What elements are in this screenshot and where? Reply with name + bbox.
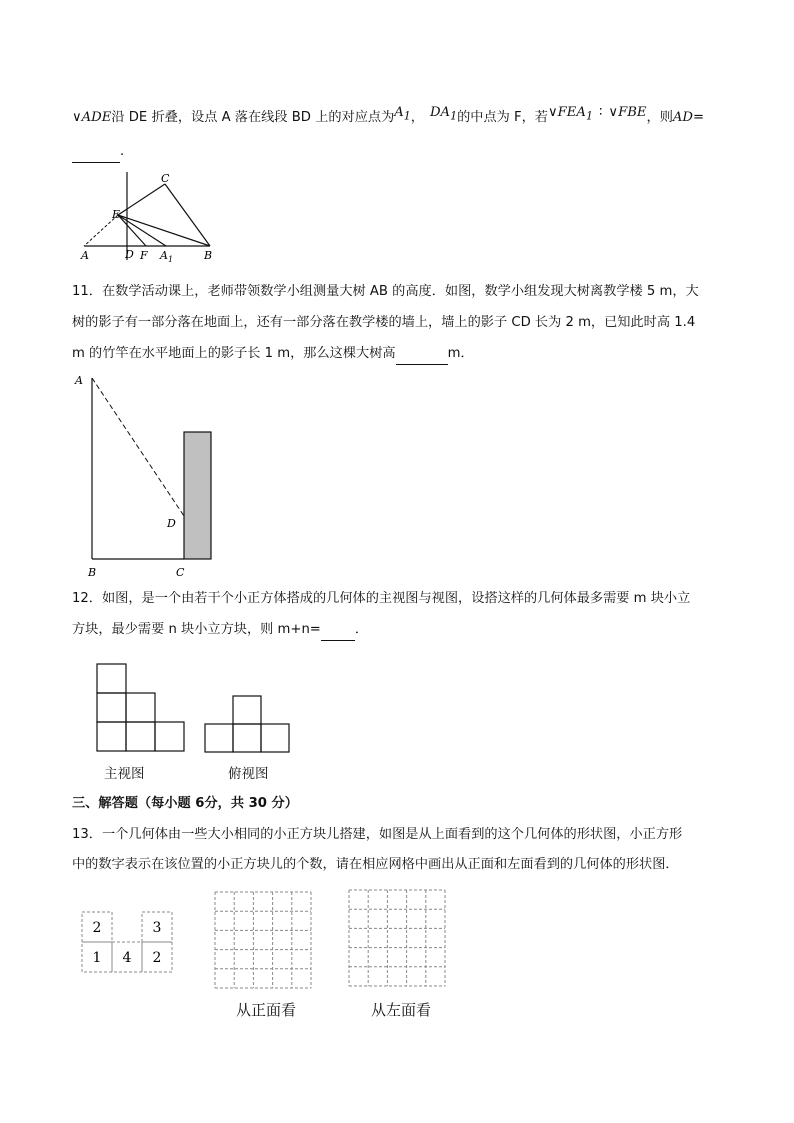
cube-square xyxy=(233,724,261,752)
cube-square xyxy=(155,722,184,751)
segment-ec xyxy=(118,184,165,215)
label-c: C xyxy=(176,566,185,579)
caption-front-view: 主视图 xyxy=(104,766,145,782)
cube-square xyxy=(97,722,126,751)
label-f: F xyxy=(140,249,148,262)
top-view-number-grid xyxy=(80,910,176,974)
math-ade: ADE xyxy=(81,110,112,125)
section-title: 三、解答题（每小题 6分，共 30 分） xyxy=(72,796,298,811)
q10-text-part: = xyxy=(693,110,705,125)
cube-square xyxy=(205,724,233,752)
label-a: A xyxy=(75,374,83,387)
top-view-figure xyxy=(204,695,292,755)
triangle-symbol: $\vee FEA_1$ xyxy=(548,105,593,123)
cell-count: 1 xyxy=(92,950,102,966)
front-view-answer-grid[interactable] xyxy=(213,890,313,990)
label-b: B xyxy=(88,566,97,579)
building-wall xyxy=(184,432,211,559)
cube-square xyxy=(261,724,289,752)
left-view-answer-grid[interactable] xyxy=(347,888,447,988)
label-c: C xyxy=(161,172,170,185)
cube-square xyxy=(97,693,126,722)
fold-triangle-figure xyxy=(70,168,230,264)
tree-shadow-figure xyxy=(70,368,230,580)
math-ad: AD xyxy=(672,110,694,125)
caption-from-left: 从左面看 xyxy=(371,1001,432,1019)
cell-count: 2 xyxy=(92,920,102,936)
q10-text-part: 沿 DE 折叠，设点 A 落在线段 BD 上的对应点为 xyxy=(111,110,395,125)
cube-square xyxy=(126,722,155,751)
label-d: D xyxy=(125,248,134,261)
q11-line-1: 11．在数学活动课上，老师带领数学小组测量大树 AB 的高度．如图，数学小组发现大树离教学楼 5 m，大 xyxy=(72,284,699,299)
q11-answer-blank[interactable] xyxy=(396,344,448,365)
label-b: B xyxy=(204,249,213,262)
q10-answer-line[interactable]: . xyxy=(72,142,124,163)
label-e: E xyxy=(112,208,121,221)
similar-symbol: ∶ xyxy=(598,105,603,120)
sun-ray-dashed xyxy=(92,378,184,516)
cell-count: 2 xyxy=(152,950,162,966)
cube-square xyxy=(97,664,126,693)
q12-line-2: 方块，最少需要 n 块小立方块，则 m+n= ． xyxy=(72,620,368,641)
q13-line-1: 13．一个几何体由一些大小相同的小正方块儿搭建，如图是从上面看到的这个几何体的形状图，小正方形 xyxy=(72,827,683,842)
q10-text-part: 的中点为 F，若 xyxy=(457,110,548,125)
math-da1: $DA_1$ xyxy=(429,105,458,123)
triangle-symbol: ∨ xyxy=(72,110,82,125)
q10-text xyxy=(72,105,705,132)
cell-count: 4 xyxy=(122,950,132,966)
q10-text-part: ， xyxy=(410,110,424,125)
triangle-symbol: ∨FBE xyxy=(608,105,647,120)
cell-count: 3 xyxy=(152,920,162,936)
cube-square xyxy=(126,693,155,722)
caption-from-front: 从正面看 xyxy=(236,1001,297,1019)
label-a1: $A_1$ xyxy=(160,249,174,264)
q12-answer-blank[interactable] xyxy=(321,620,355,641)
cube-square xyxy=(233,696,261,724)
math-a1: $A_1$ xyxy=(394,105,411,123)
q11-line-2: 树的影子有一部分落在地面上，还有一部分落在教学楼的墙上，墙上的影子 CD 长为 2 m，已知此时高 1.4 xyxy=(72,315,696,330)
q11-line-3: m 的竹竿在水平地面上的影子长 1 m，那么这棵大树高 m． xyxy=(72,344,474,365)
q12-line-1: 12．如图，是一个由若干个小正方体搭成的几何体的主视图与视图，设搭这样的几何体最多需要 m 块小立 xyxy=(72,591,691,606)
q13-line-2: 中的数字表示在该位置的小正方块儿的个数，请在相应网格中画出从正面和左面看到的几何体的形状图． xyxy=(72,857,679,872)
q10-text-part: ，则 xyxy=(646,110,673,125)
caption-top-view: 俯视图 xyxy=(228,766,269,782)
label-a: A xyxy=(81,249,89,262)
front-view-figure xyxy=(96,663,188,755)
segment-cb xyxy=(165,184,210,246)
label-d: D xyxy=(167,517,176,530)
